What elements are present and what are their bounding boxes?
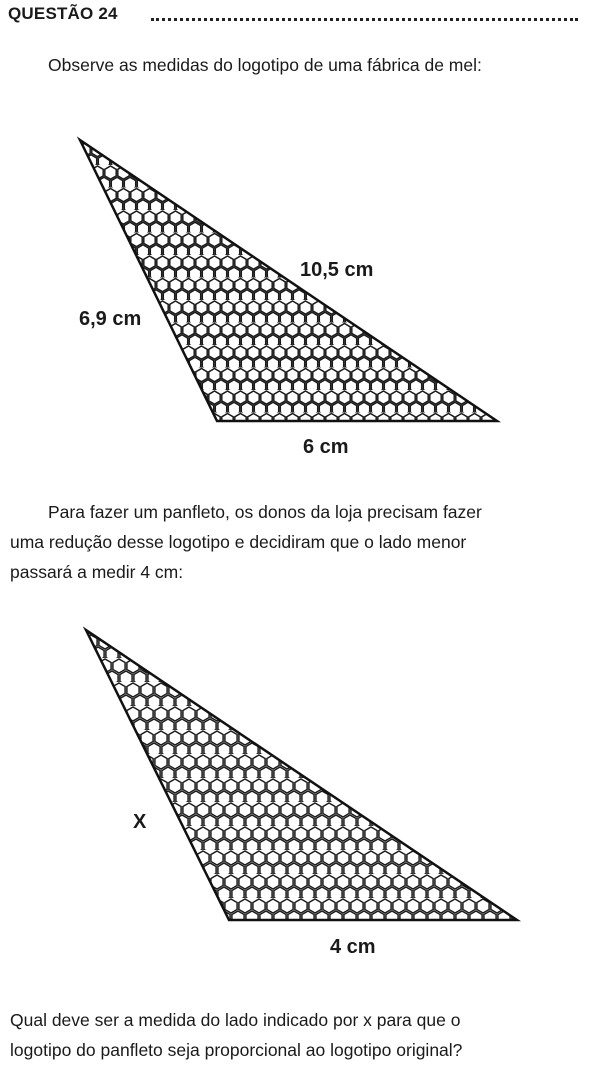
logo-figure-original — [0, 120, 604, 470]
paragraph-line: uma redução desse logotipo e decidiram que o lado menor — [10, 532, 467, 552]
label-base: 6 cm — [303, 436, 349, 458]
question-header — [8, 4, 578, 26]
dotted-rule — [151, 18, 578, 21]
intro-text: Observe as medidas do logotipo de uma fábrica de mel: — [48, 55, 482, 75]
paragraph-line: passará a medir 4 cm: — [10, 562, 184, 582]
logo-figure-reduced — [0, 610, 604, 970]
label-hypotenuse: 10,5 cm — [300, 259, 374, 281]
logo-triangle-original — [80, 140, 497, 421]
question-title: QUESTÃO 24 — [8, 4, 118, 23]
logo-triangle-reduced — [86, 630, 517, 920]
label-left-side: 6,9 cm — [79, 308, 142, 330]
question-line: logotipo do panfleto seja proporcional ao logotipo original? — [10, 1040, 463, 1060]
label-x-side: X — [133, 811, 147, 833]
question-line: Qual deve ser a medida do lado indicado por x para que o — [10, 1010, 461, 1030]
question-text — [10, 1005, 570, 1065]
label-base-reduced: 4 cm — [330, 936, 376, 958]
reduction-paragraph — [10, 497, 570, 587]
paragraph-line: Para fazer um panfleto, os donos da loja precisam fazer — [48, 502, 482, 522]
